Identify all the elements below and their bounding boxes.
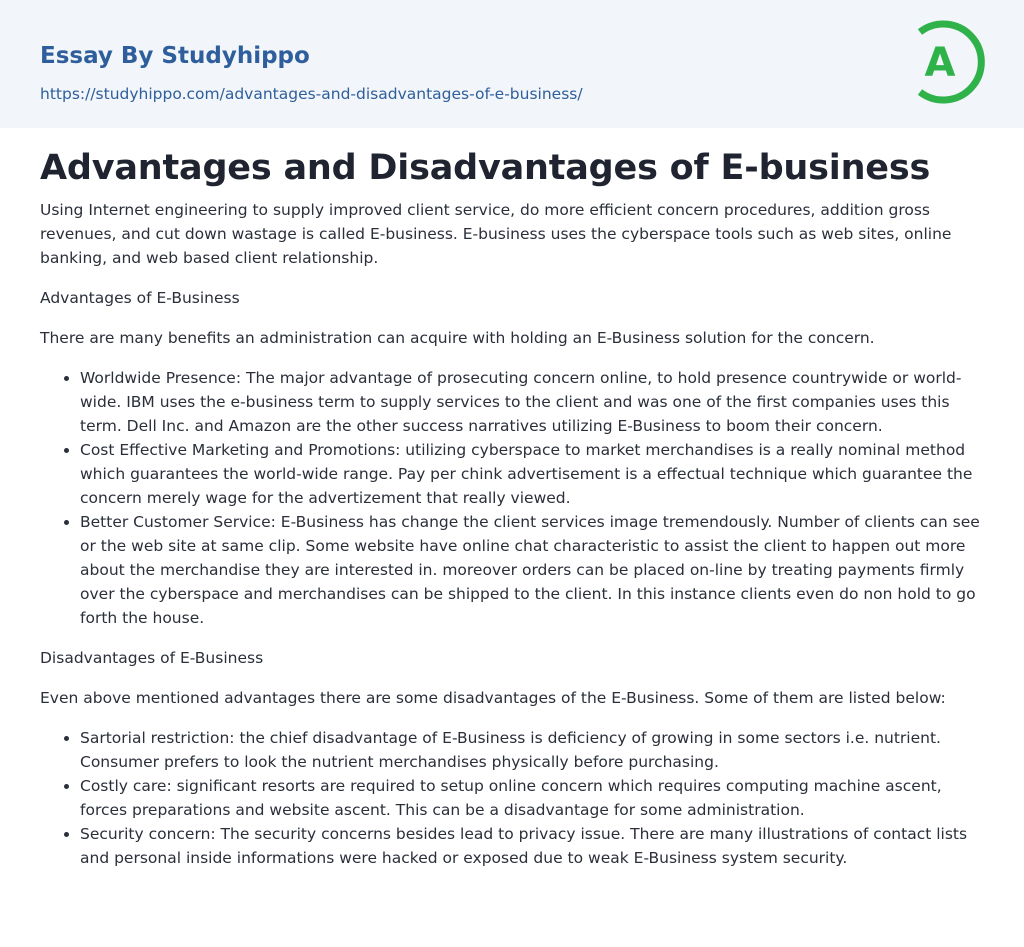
disadvantages-list <box>40 726 984 870</box>
disadvantages-lead: Even above mentioned advantages there are some disadvantages of the E-Business. Some of them are listed below: <box>40 689 946 707</box>
source-url-link[interactable]: https://studyhippo.com/advantages-and-disadvantages-of-e-business/ <box>40 85 583 103</box>
essay-title: Advantages and Disadvantages of E-business <box>40 148 931 188</box>
disadvantages-heading: Disadvantages of E-Business <box>40 649 264 667</box>
list-item: • Worldwide Presence: The major advantage of prosecuting concern online, to hold presence countrywide or world-wide. IBM uses the e-business term to supply services to the client and was one of the first companies uses this term. Dell Inc. and Amazon are the other success narratives utilizing E-Business to boom their concern. <box>80 366 984 438</box>
list-item: • Costly care: significant resorts are required to setup online concern which requires computing machine ascent, forces preparations and website ascent. This can be a disadvantage for some administration. <box>80 774 984 822</box>
advantages-lead: There are many benefits an administration can acquire with holding an E-Business solution for the concern. <box>40 329 875 347</box>
list-item: • Better Customer Service: E-Business has change the client services image tremendously. Number of clients can see or the web site at same clip. Some website have online chat characteristic to assist the client to happen out more about the merchandise they are interested in. moreover orders can be placed on-line by treating payments firmly over the cyberspace and merchandises can be shipped to the client. In this instance clients even do non hold to go forth the house. <box>80 510 984 630</box>
site-brand: Essay By Studyhippo <box>40 43 310 69</box>
essay-content <box>0 128 1024 870</box>
logo-letter: A <box>924 40 956 86</box>
essay-intro: Using Internet engineering to supply improved client service, do more efficient concern procedures, addition gross revenues, and cut down wastage is called E-business. E-business uses the cyberspace tools such as web sites, online banking, and web based client relationship. <box>40 201 952 267</box>
list-item: • Sartorial restriction: the chief disadvantage of E-Business is deficiency of growing in some sectors i.e. nutrient. Consumer prefers to look the nutrient merchandises physically before purchasing. <box>80 726 984 774</box>
advantages-list <box>40 366 984 630</box>
list-item: • Cost Effective Marketing and Promotions: utilizing cyberspace to market merchandises is a really nominal method which guarantees the world-wide range. Pay per chink advertisement is a effectual technique which guarantee the concern merely wage for the advertizement that really viewed. <box>80 438 984 510</box>
studyhippo-logo-icon[interactable] <box>900 18 988 106</box>
list-item: • Security concern: The security concerns besides lead to privacy issue. There are many illustrations of contact lists and personal inside informations were hacked or exposed due to weak E-Business system security. <box>80 822 984 870</box>
advantages-heading: Advantages of E-Business <box>40 289 240 307</box>
site-header <box>0 0 1024 128</box>
